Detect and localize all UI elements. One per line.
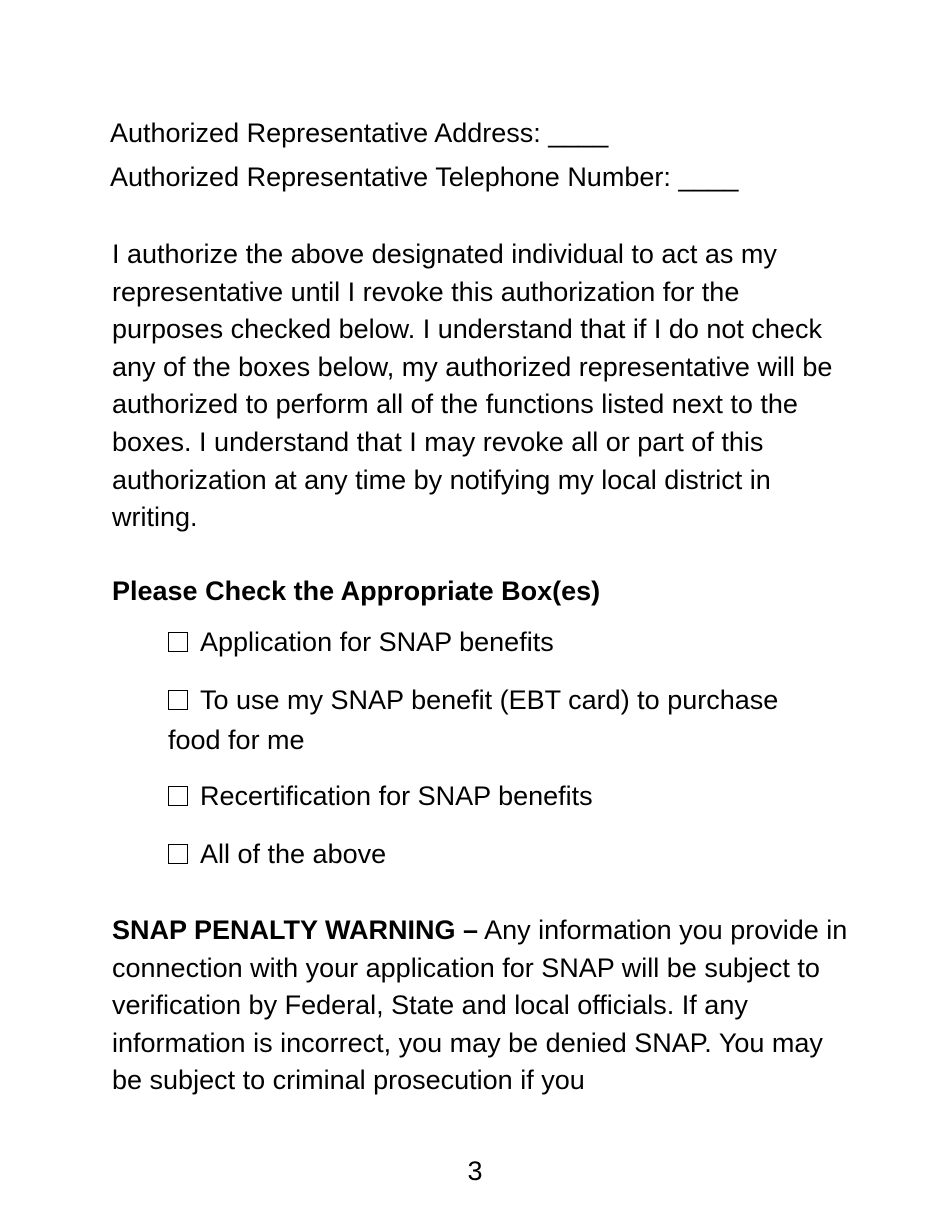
penalty-warning-paragraph xyxy=(112,912,852,1100)
checkbox-heading: Please Check the Appropriate Box(es) xyxy=(112,576,601,606)
authorization-paragraph: I authorize the above designated individual to act as my representative until I revoke this authorization for the purposes checked below. I understand that if I do not check any of the boxes below, my authorized representative will be authorized to perform all of the functions listed next to the boxes. I understand that I may revoke all or part of this authorization at any time by notifying my local district in writing. xyxy=(112,239,833,533)
telephone-field-label: Authorized Representative Telephone Number: ____ xyxy=(110,162,739,192)
checkbox-icon[interactable] xyxy=(168,844,188,864)
checkbox-label: All of the above xyxy=(200,839,387,869)
checkbox-ebt-purchase[interactable] xyxy=(168,680,818,760)
checkbox-icon[interactable] xyxy=(168,690,188,710)
checkbox-all[interactable] xyxy=(168,834,848,874)
checkbox-label: Application for SNAP benefits xyxy=(200,627,554,657)
page-number: 3 xyxy=(467,1156,483,1186)
checkbox-icon[interactable] xyxy=(168,786,188,806)
checkbox-label: To use my SNAP benefit (EBT card) to purchase food for me xyxy=(168,685,779,755)
penalty-warning-title: SNAP PENALTY WARNING – xyxy=(112,915,479,945)
penalty-warning-text: Any information you provide in connection with your application for SNAP will be subject to verification by Federal, State and local officials. If any information is incorrect, you may be denied SNAP. You may be subject to criminal prosecution if you xyxy=(112,915,848,1096)
checkbox-recertification[interactable] xyxy=(168,776,848,816)
checkbox-application[interactable] xyxy=(168,622,848,662)
checkbox-label: Recertification for SNAP benefits xyxy=(200,781,593,811)
checkbox-icon[interactable] xyxy=(168,632,188,652)
address-field-label: Authorized Representative Address: ____ xyxy=(110,118,609,148)
